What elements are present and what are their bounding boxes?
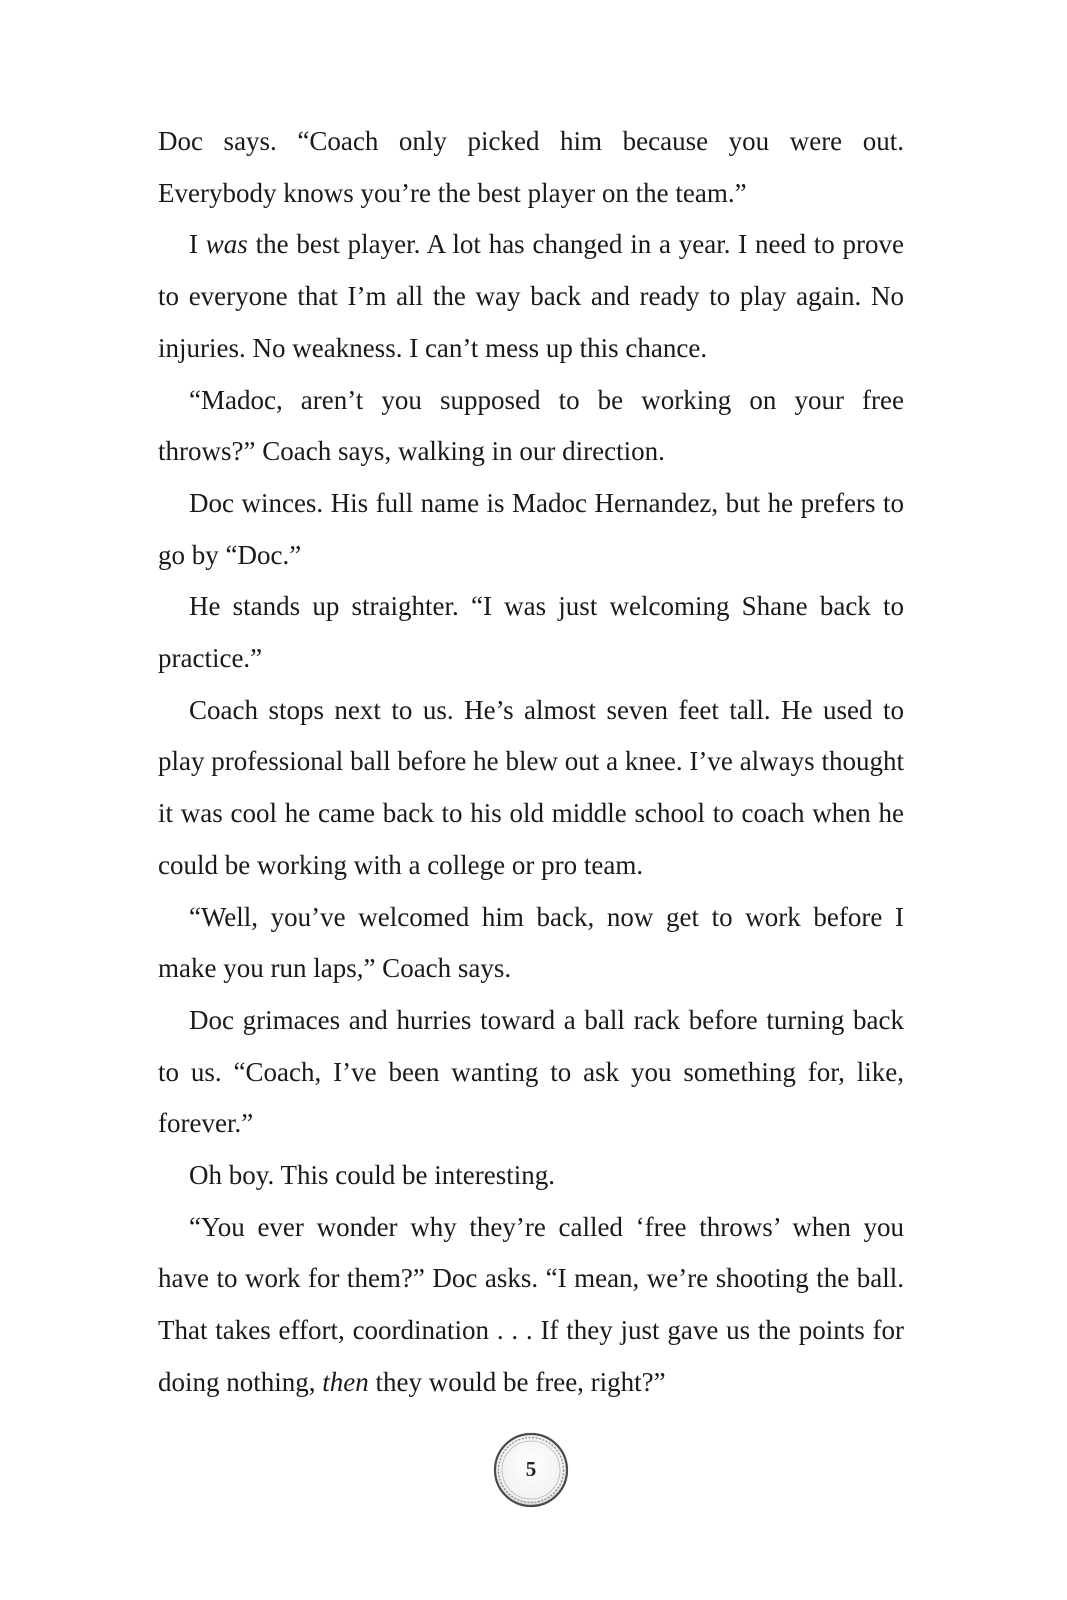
page-number: 5 (525, 1457, 537, 1481)
paragraph-text: Doc says. “Coach only picked him because you were out. Everybody knows you’re the best player on the team.” (158, 126, 904, 208)
paragraph-1 (158, 116, 904, 219)
paragraph-10 (158, 1202, 904, 1409)
paragraph-text: “Well, you’ve welcomed him back, now get to work before I make you run laps,” Coach says. (158, 901, 904, 984)
italic-emphasis: was (205, 229, 248, 260)
paragraph-text: Doc grimaces and hurries toward a ball rack before turning back to us. “Coach, I’ve been wanting to ask you something for, like, forever.” (158, 1004, 904, 1139)
paragraph-text: Doc winces. His full name is Madoc Hernandez, but he prefers to go by “Doc.” (158, 487, 904, 570)
paragraph-7 (158, 892, 904, 995)
italic-emphasis: then (322, 1366, 369, 1397)
paragraph-9 (158, 1150, 904, 1202)
paragraph-2 (158, 219, 904, 374)
paragraph-text: “You ever wonder why they’re called ‘free throws’ when you have to work for them?” Doc asks. “I mean, we’re shooting the ball. That takes effort, coordination . . . If they just gave us the points for doing nothing, (158, 1211, 904, 1397)
paragraph-3 (158, 375, 904, 478)
paragraph-text: He stands up straighter. “I was just welcoming Shane back to practice.” (158, 591, 904, 674)
paragraph-text: Coach stops next to us. He’s almost seven feet tall. He used to play professional ball before he blew out a knee. I’ve always thought it was cool he came back to his old middle school to coach when he could be working with a college or pro team. (158, 694, 904, 880)
page-number-badge (492, 1431, 570, 1509)
paragraph-5 (158, 581, 904, 684)
paragraph-8 (158, 995, 904, 1150)
book-page-body (158, 116, 904, 1409)
paragraph-4 (158, 478, 904, 581)
paragraph-text: they would be free, right?” (368, 1366, 666, 1397)
paragraph-6 (158, 685, 904, 892)
paragraph-text: I (189, 229, 206, 260)
paragraph-text: Oh boy. This could be interesting. (189, 1160, 555, 1191)
paragraph-text: the best player. A lot has changed in a year. I need to prove to everyone that I’m all the way back and ready to play again. No injuries. No weakness. I can’t mess up this chance. (158, 229, 904, 363)
paragraph-text: “Madoc, aren’t you supposed to be working on your free throws?” Coach says, walking in our direction. (158, 384, 904, 467)
